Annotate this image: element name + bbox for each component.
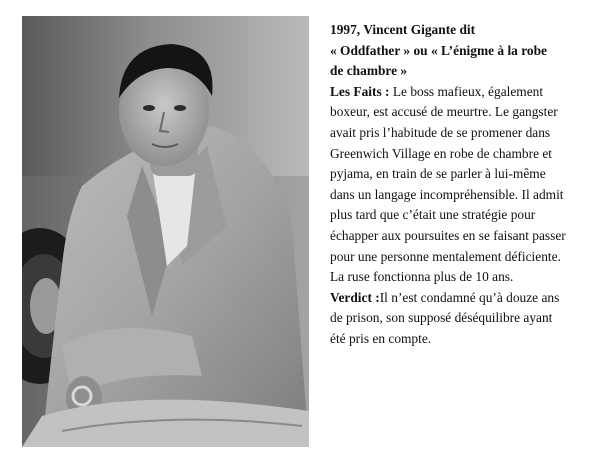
facts-text: pyjama, en train de se parler à lui-même: [330, 166, 546, 182]
article-heading-line: de chambre »: [330, 63, 408, 79]
facts-text: dans un langage incompréhensible. Il admit: [330, 186, 564, 202]
facts-text: Greenwich Village en robe de chambre et: [330, 145, 553, 161]
facts-text: pour une personne mentalement déficiente.: [330, 248, 561, 264]
facts-text: La ruse fonctionna plus de 10 ans.: [330, 269, 514, 285]
facts-text: plus tard que c’était une stratégie pour: [330, 207, 536, 223]
article-heading-line: « Oddfather » ou « L’énigme à la robe: [330, 42, 547, 58]
facts-text: échapper aux poursuites en se faisant passer: [330, 227, 566, 243]
verdict-paragraph-line: [330, 288, 598, 309]
verdict-text: Il n’est condamné qu’à douze ans: [379, 289, 560, 305]
facts-text: boxeur, est accusé de meurtre. Le gangster: [330, 104, 558, 120]
verdict-text: de prison, son supposé déséquilibre ayant: [330, 310, 553, 326]
facts-label: Les Faits :: [330, 83, 390, 99]
portrait-photo: [22, 16, 309, 447]
facts-text: Le boss mafieux, également: [389, 83, 544, 99]
facts-text: avait pris l’habitude de se promener dans: [330, 124, 551, 140]
facts-paragraph-line: [330, 82, 598, 103]
article-heading-line: 1997, Vincent Gigante dit: [330, 22, 476, 37]
portrait-illustration: [22, 16, 309, 447]
verdict-text: été pris en compte.: [330, 330, 432, 346]
verdict-label: Verdict :: [330, 289, 380, 305]
article-text: [330, 20, 598, 350]
